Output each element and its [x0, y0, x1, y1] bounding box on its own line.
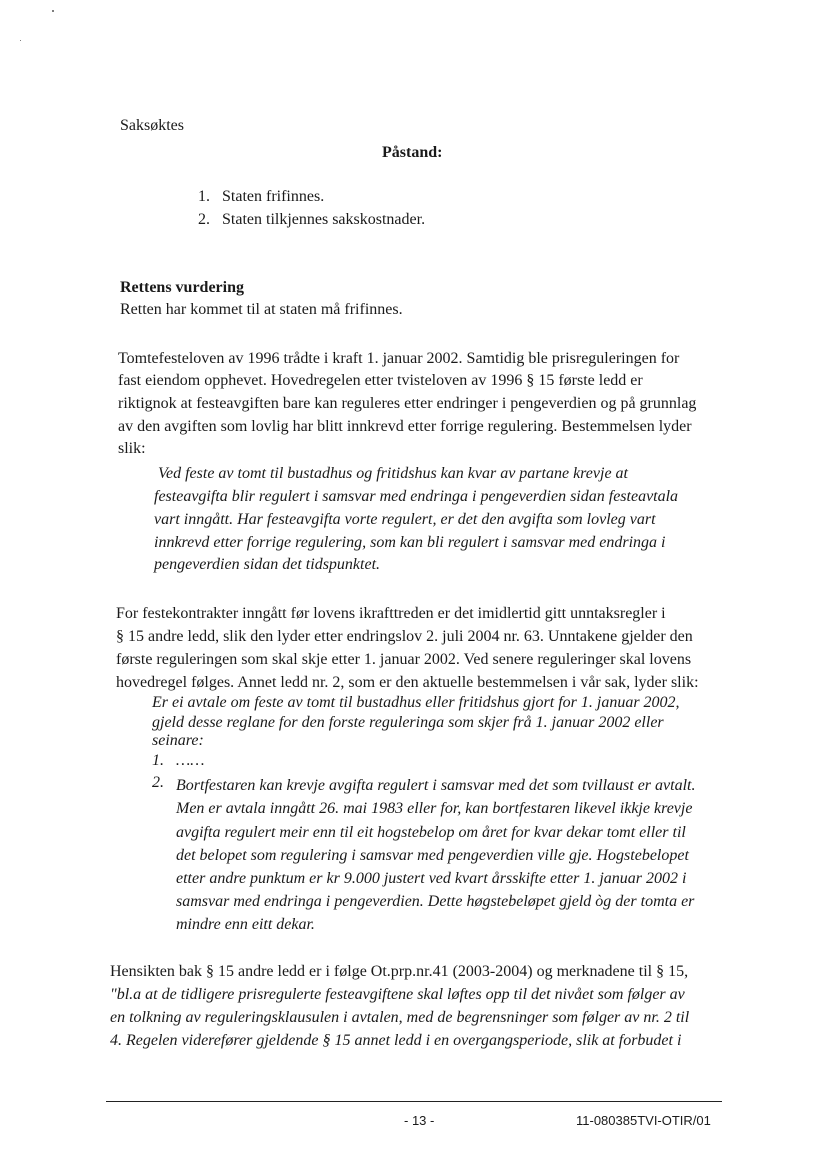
assessment-heading: Rettens vurdering	[120, 279, 244, 296]
quote-line: avgifta regulert meir enn til eit hogstebelop om året for kvar dekar tomt eller til	[176, 824, 686, 841]
text-line: første reguleringen som skal skje etter 1. januar 2002. Ved senere reguleringer skal lovens	[116, 651, 692, 668]
text-line: hovedregel følges. Annet ledd nr. 2, som er den aktuelle bestemmelsen i vår sak, lyder slik:	[116, 674, 699, 691]
claim-text: Staten frifinnes.	[222, 188, 325, 205]
text-line: § 15 andre ledd, slik den lyder etter endringslov 2. juli 2004 nr. 63. Unntakene gjelder den	[116, 628, 693, 645]
text-line: fast eiendom opphevet. Hovedregelen etter tvisteloven av 1996 § 15 første ledd er	[118, 372, 643, 389]
claim-text: Staten tilkjennes sakskostnader.	[222, 211, 426, 228]
text-line: slik:	[118, 440, 146, 457]
claim-number: 2.	[198, 211, 210, 228]
scan-speck	[52, 10, 54, 12]
quote-line: samsvar med endringa i pengeverdien. Dette høgstebeløpet gjeld òg der tomta er	[176, 893, 695, 910]
quote-line: Bortfestaren kan krevje avgifta regulert i samsvar med det som tvillaust er avtalt.	[176, 777, 696, 794]
scan-speck	[20, 40, 21, 41]
quote-line: seinare:	[152, 732, 204, 749]
quote-line: mindre enn eitt dekar.	[176, 916, 315, 933]
quote-item-text: ……	[176, 752, 205, 769]
claim-heading: Påstand:	[382, 144, 443, 161]
quote-line: Er ei avtale om feste av tomt til bustadhus eller fritidshus gjort for 1. januar 2002,	[152, 694, 680, 711]
quote-line: det belopet som regulering i samsvar med pengeverdien ville gje. Hogstebelopet	[176, 847, 689, 864]
text-line: riktignok at festeavgiften bare kan reguleres etter endringer i pengeverdien og på grunnlag	[118, 395, 697, 412]
page-number: - 13 -	[404, 1113, 435, 1128]
quote-line: "bl.a at de tidligere prisregulerte festeavgiftene skal løftes opp til det nivået som følger av	[110, 986, 685, 1003]
text-line: Tomtefesteloven av 1996 trådte i kraft 1. januar 2002. Samtidig ble prisreguleringen for	[118, 350, 680, 367]
defendant-label: Saksøktes	[120, 117, 184, 134]
text-line: av den avgiften som lovlig har blitt innkrevd etter forrige regulering. Bestemmelsen lyder	[118, 418, 692, 435]
quote-item-number: 2.	[152, 774, 164, 791]
quote-line: Ved feste av tomt til bustadhus og fritidshus kan kvar av partane krevje at	[158, 465, 628, 482]
quote-line: gjeld desse reglane for den forste reguleringa som skjer frå 1. januar 2002 eller	[152, 714, 664, 731]
quote-line: festeavgifta blir regulert i samsvar med endringa i pengeverdien sidan festeavtala	[154, 488, 679, 505]
assessment-intro: Retten har kommet til at staten må frifinnes.	[120, 301, 403, 318]
quote-line: Men er avtala inngått 26. mai 1983 eller for, kan bortfestaren likevel ikkje krevje	[176, 800, 693, 817]
quote-line: pengeverdien sidan det tidspunktet.	[154, 556, 381, 573]
quote-line: vart inngått. Har festeavgifta vorte regulert, er det den avgifta som lovleg vart	[154, 511, 656, 528]
claim-number: 1.	[198, 188, 210, 205]
case-number: 11-080385TVI-OTIR/01	[576, 1113, 711, 1128]
text-line: For festekontrakter inngått før lovens ikrafttreden er det imidlertid gitt unntaksregler i	[116, 605, 666, 622]
quote-item-number: 1.	[152, 752, 164, 769]
quote-line: 4. Regelen viderefører gjeldende § 15 annet ledd i en overgangsperiode, slik at forbudet i	[110, 1032, 682, 1049]
quote-line: etter andre punktum er kr 9.000 justert ved kvart årsskifte etter 1. januar 2002 i	[176, 870, 687, 887]
text-line: Hensikten bak § 15 andre ledd er i følge Ot.prp.nr.41 (2003-2004) og merknadene til § 15,	[110, 963, 689, 980]
quote-line: en tolkning av reguleringsklausulen i avtalen, med de begrensninger som følger av nr. 2 til	[110, 1009, 690, 1026]
footer-rule	[106, 1101, 722, 1102]
quote-line: innkrevd etter forrige regulering, som kan bli regulert i samsvar med endringa i	[154, 534, 666, 551]
